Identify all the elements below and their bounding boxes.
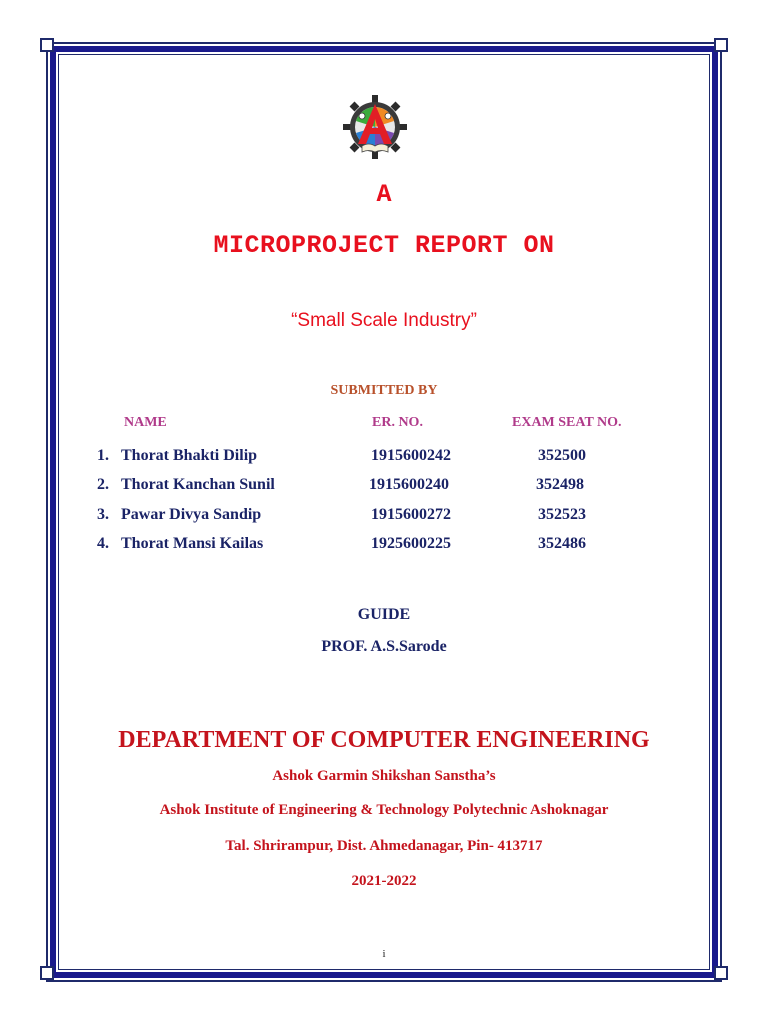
submitted-by-heading: SUBMITTED BY [330, 383, 438, 398]
student-er-no: 1915600272 [371, 506, 451, 523]
student-er-no: 1915600240 [369, 476, 449, 493]
border-corner-ornament [714, 38, 728, 52]
student-row [0, 476, 768, 498]
student-er-no: 1925600225 [371, 535, 451, 552]
institute-emblem-icon [342, 94, 408, 160]
academic-year: 2021-2022 [351, 873, 417, 889]
student-name: Thorat Kanchan Sunil [121, 476, 275, 493]
institute-name: Ashok Institute of Engineering & Technology Polytechnic Ashoknagar [159, 802, 609, 818]
student-name: Thorat Mansi Kailas [121, 535, 264, 552]
student-index: 4. [97, 535, 109, 552]
guide-name: PROF. A.S.Sarode [321, 638, 447, 655]
column-header-exam-seat: EXAM SEAT NO. [512, 415, 622, 430]
column-header-name: NAME [124, 415, 167, 430]
student-seat-no: 352498 [536, 476, 584, 493]
guide-heading: GUIDE [357, 606, 411, 623]
page-number: i [382, 948, 386, 960]
student-name: Pawar Divya Sandip [121, 506, 262, 523]
student-index: 2. [97, 476, 109, 493]
border-corner-ornament [40, 38, 54, 52]
sanstha-name: Ashok Garmin Shikshan Sanstha’s [272, 768, 496, 784]
student-row [0, 506, 768, 528]
border-corner-ornament [40, 966, 54, 980]
student-seat-no: 352523 [538, 506, 586, 523]
institute-address: Tal. Shrirampur, Dist. Ahmedanagar, Pin- 413717 [225, 838, 543, 854]
report-title: MICROPROJECT REPORT ON [213, 231, 555, 260]
title-article: A [376, 180, 392, 209]
student-name: Thorat Bhakti Dilip [121, 447, 258, 464]
student-row [0, 535, 768, 557]
border-corner-ornament [714, 966, 728, 980]
student-seat-no: 352500 [538, 447, 586, 464]
student-seat-no: 352486 [538, 535, 586, 552]
student-index: 3. [97, 506, 109, 523]
student-er-no: 1915600242 [371, 447, 451, 464]
student-index: 1. [97, 447, 109, 464]
project-topic: “Small Scale Industry” [291, 310, 477, 331]
student-row [0, 447, 768, 469]
department-name: DEPARTMENT OF COMPUTER ENGINEERING [118, 727, 650, 753]
column-header-er-no: ER. NO. [372, 415, 423, 430]
